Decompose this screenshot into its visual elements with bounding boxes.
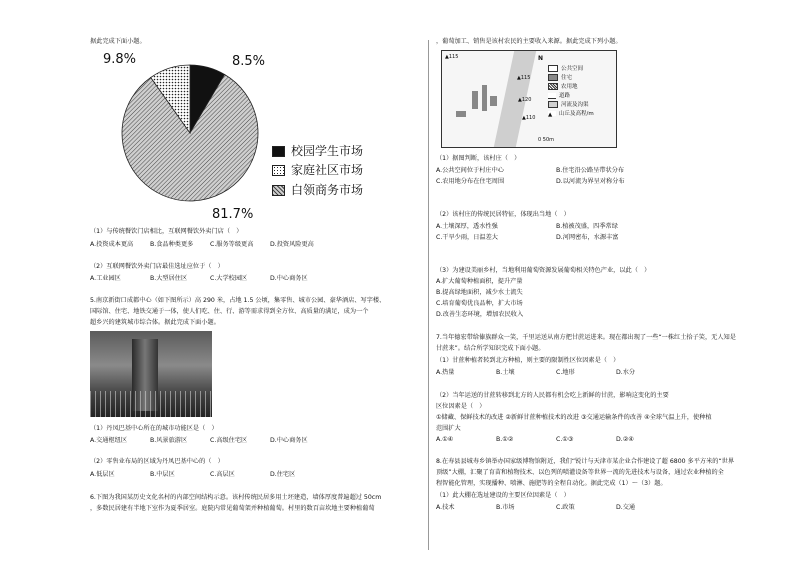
house-block <box>472 91 478 109</box>
q8-line2: 顶级”大棚，汇聚了育苗和植物技术、以色列的喷灌设备等世界一流的先进技术与设备，通过农业种植的全 <box>436 469 724 476</box>
city-lights <box>90 391 212 417</box>
legend-label: 家庭社区市场 <box>291 163 364 177</box>
map-label-110: ▲110 <box>522 115 536 121</box>
legend-office <box>272 183 363 197</box>
intro-text: 据此完成下面小题。 <box>90 38 146 45</box>
q1-stem: （1）与传统餐饮门店相比，互联网餐饮外卖门店（ ） <box>90 228 243 235</box>
q5-line2: 国际馆、住宅、地铁交通于一体，使人们吃、住、行、游等需求得到全方位、高质量的满足，成为一个 <box>90 308 369 315</box>
north-arrow-icon: N <box>538 55 544 62</box>
map-legend-item: 山丘及高程/m <box>559 111 594 117</box>
q7-2-line4: 范围扩大 <box>436 425 461 432</box>
map-label-115a: ▲115 <box>445 54 459 60</box>
q6-1-option-c[interactable]: C.农用地分布在住宅周围 <box>436 178 505 185</box>
q6-3-option-a[interactable]: A.扩大葡萄种植面积，提升产量 <box>436 278 523 285</box>
map-label-115b: ▲115 <box>517 75 531 81</box>
q6-1-option-d[interactable]: D.以河流为界呈对称分布 <box>556 178 625 185</box>
q5-line1: 5.南京新街口成都中心（如下图所示）高 290 米，占地 1.5 公顷，集零售、城市公园、豪华酒店、写字楼、 <box>90 297 386 304</box>
q6-3-option-b[interactable]: B.提高绿地面积，减少水土流失 <box>436 289 523 296</box>
q6-2-option-d[interactable]: D.河网密布，水源丰富 <box>556 234 619 241</box>
q7-1-option-a[interactable]: A.热量 <box>436 369 455 376</box>
q8-1-stem: （1）此大棚在选址建设的主要区位因素是（ ） <box>436 492 570 499</box>
q5-1-option-c[interactable]: C.高级住宅区 <box>210 437 248 444</box>
q8-line1: 8.在寿县县城寿乡镇举办国家级博物馆附近，我们“锐计与天津市某企业合作建设了超 6800 多平方米的“世界 <box>436 458 735 465</box>
q6-line2: ，多数民居建有半地下室作为夏季居室。庭院内常见葡萄架并种植葡萄。村里的数百亩坎地主要种植葡萄 <box>90 505 375 512</box>
building-photo <box>90 331 212 417</box>
q2-option-c[interactable]: C.大学校园区 <box>210 275 248 282</box>
q7-line1: 7.当年德宏带给傣族群众一笑，千里运送从南方把甘蔗运进来。现在都出现了一些“一株红土拾子笑，无人知是 <box>436 334 736 341</box>
q6-2-option-b[interactable]: B.植被茂盛，四季常绿 <box>556 223 618 230</box>
legend-swatch-dots <box>272 165 285 176</box>
q8-1-option-b[interactable]: B.市场 <box>496 504 515 511</box>
q1-option-d[interactable]: D.投资风险更高 <box>270 241 314 248</box>
map-label-120: ▲120 <box>518 97 532 103</box>
map-legend-item: 河流及沟渠 <box>561 102 589 108</box>
q6-line1: 6.下图为我国某历史文化名村的内部空间结构示意。该村传统民居多用土坯建造，墙体厚度普遍超过 50cm <box>90 494 382 501</box>
map-legend: 公共空间 住宅 农用地 道路 河流及沟渠 ▲ 山丘及高程/m <box>548 66 594 118</box>
q5-1-option-d[interactable]: D.中心商务区 <box>270 437 308 444</box>
q8-line3: 程智能化管理，实现播种、喷淋、施肥等的全程自动化。据此完成（1）～（3）题。 <box>436 480 667 487</box>
q2-option-a[interactable]: A.工业园区 <box>90 275 121 282</box>
q5-2-option-b[interactable]: B.中层区 <box>150 471 175 478</box>
q6-2-option-c[interactable]: C.干旱少雨，日温差大 <box>436 234 498 241</box>
column-divider <box>428 40 429 550</box>
legend-campus <box>272 144 363 158</box>
q8-1-option-c[interactable]: C.政策 <box>556 504 575 511</box>
legend-family <box>272 163 363 177</box>
village-map <box>441 50 617 148</box>
q5-2-option-c[interactable]: C.高层区 <box>210 471 235 478</box>
legend-swatch-hatch <box>272 185 285 196</box>
q7-2-line2: 区位因素是（ ） <box>436 403 486 410</box>
legend-label: 白领商务市场 <box>291 183 364 197</box>
pie-label-family: 9.8% <box>103 52 137 67</box>
q7-2-option-c[interactable]: C.①③ <box>556 436 574 443</box>
q6-1-stem: （1）据图判断，该村庄（ ） <box>436 155 521 162</box>
q7-1-option-d[interactable]: D.水分 <box>616 369 636 376</box>
q2-stem: （2）互联网餐饮外卖门店最佳选址应位于（ ） <box>90 263 224 270</box>
map-legend-item: 公共空间 <box>561 66 584 72</box>
legend-swatch-solid <box>272 146 285 157</box>
map-legend-item: 农用地 <box>561 84 578 90</box>
q6-2-stem: （2）该村庄的传统民居特征，体现出当地（ ） <box>436 211 570 218</box>
q1-option-c[interactable]: C.服务等级更高 <box>210 241 254 248</box>
q7-1-stem: （1）甘蔗种植者转到北方种植，则主要的限制性区位因素是（ ） <box>436 357 620 364</box>
q6-1-option-b[interactable]: B.住宅沿公路呈带状分布 <box>556 167 625 174</box>
house-block <box>490 96 497 106</box>
pie-label-campus: 8.5% <box>232 54 266 69</box>
map-scale: 0 50m <box>538 137 555 143</box>
q7-2-option-b[interactable]: B.①② <box>496 436 514 443</box>
map-legend-item: 住宅 <box>561 75 573 81</box>
q5-1-option-b[interactable]: B.风景旅游区 <box>150 437 188 444</box>
map-legend-item: 道路 <box>559 93 571 99</box>
q5-2-option-d[interactable]: D.住宅区 <box>270 471 296 478</box>
q1-option-a[interactable]: A.投资成本更高 <box>90 241 134 248</box>
q7-2-line1: （2）当年运送的甘蔗转移到北方的人民都有机会吃上新鲜的甘蔗，影响这变化的主要 <box>436 392 669 399</box>
q8-1-option-d[interactable]: D.交通 <box>616 504 636 511</box>
q6-1-option-a[interactable]: A.公共空间位于村庄中心 <box>436 167 504 174</box>
q2-option-d[interactable]: D.中心商务区 <box>270 275 308 282</box>
legend-label: 校园学生市场 <box>291 144 364 158</box>
q7-1-option-c[interactable]: C.地形 <box>556 369 575 376</box>
q5-1-option-a[interactable]: A.交通枢纽区 <box>90 437 128 444</box>
q2-option-b[interactable]: B.大型居住区 <box>150 275 188 282</box>
q1-option-b[interactable]: B.食品种类更多 <box>150 241 194 248</box>
q6-3-option-d[interactable]: D.改善生态环境，增加农民收入 <box>436 311 524 318</box>
q5-line3: 超乡兴的建筑城市综合体。据此完成下面小题。 <box>90 319 220 326</box>
pie-chart <box>120 45 270 210</box>
q7-2-option-a[interactable]: A.①④ <box>436 436 454 443</box>
q6-3-option-c[interactable]: C.培育葡萄优良品种，扩大市场 <box>436 300 523 307</box>
q7-1-option-b[interactable]: B.土壤 <box>496 369 515 376</box>
q6-continued: ，葡萄加工、销售是该村农民的主要收入来源。据此完成下列小题。 <box>436 38 622 45</box>
pie-label-office: 81.7% <box>212 207 254 222</box>
q5-2-stem: （2）零售业布局的区域为丹凤巴基中心的（ ） <box>90 458 224 465</box>
q6-3-stem: （3）为建设美丽乡村，当地利用葡萄资源发展葡萄相关特色产业，以此（ ） <box>436 267 651 274</box>
house-block <box>482 85 487 111</box>
q5-2-option-a[interactable]: A.低层区 <box>90 471 115 478</box>
house-block <box>456 111 466 117</box>
q8-1-option-a[interactable]: A.技术 <box>436 504 455 511</box>
q7-2-option-d[interactable]: D.②④ <box>616 436 634 443</box>
q7-line2: 甘蔗来”。结合所学知识完成下面小题。 <box>436 345 545 352</box>
q5-1-stem: （1）丹凤巴基中心所在的城市功能区是（ ） <box>90 425 218 432</box>
q6-2-option-a[interactable]: A.土壤深厚，透水性强 <box>436 223 498 230</box>
q7-2-line3: ①储藏、保鲜技术的改进 ②新鲜甘蔗种植技术的改进 ③交通运输条件的改善 ④全球气温上升，使种植 <box>436 414 712 421</box>
